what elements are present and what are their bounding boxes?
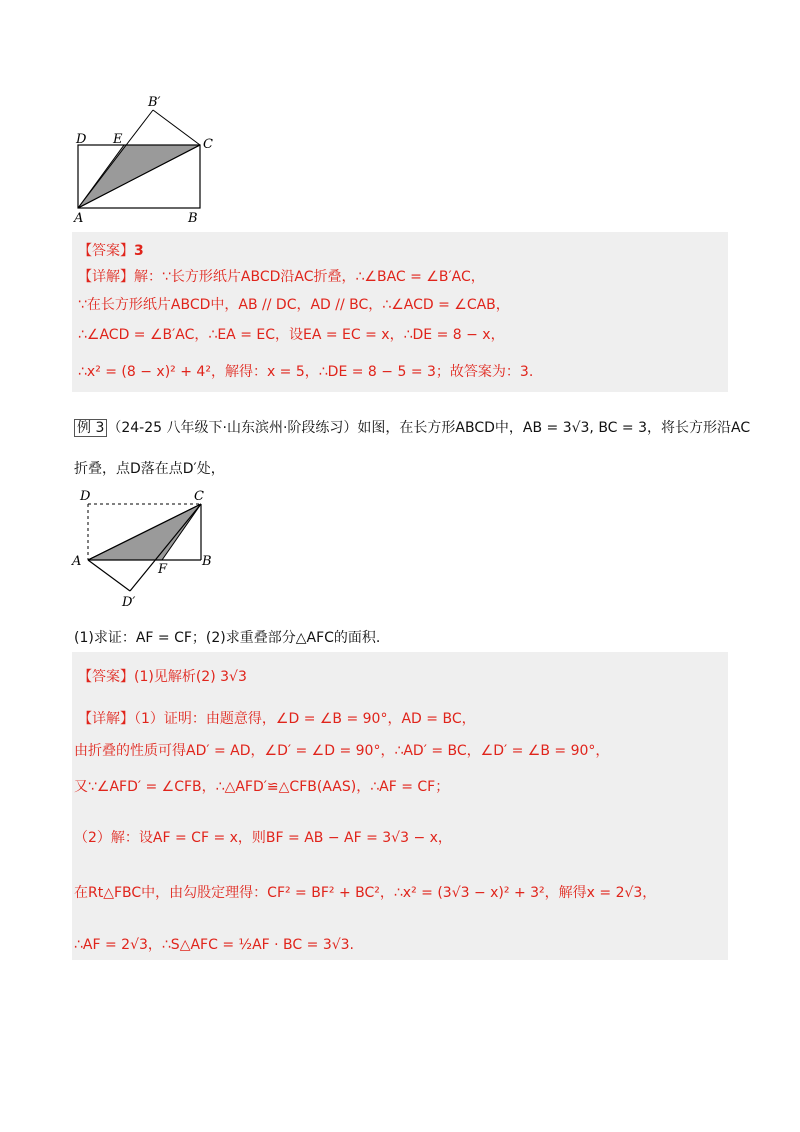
segment-b-prime-c	[153, 110, 200, 145]
figure-fold-rectangle-2	[66, 484, 226, 614]
detail-2-line-2: 由折叠的性质可得AD′ = AD，∠D′ = ∠D = 90°，∴AD′ = BC，∠D′ = ∠B = 90°，	[74, 743, 610, 759]
label-f: F	[158, 562, 168, 577]
detail-2-line-4: （2）解：设AF = CF = x，则BF = AB − AF = 3√3 − x，	[74, 830, 452, 846]
detail-tag: 【详解】	[78, 711, 134, 727]
answer-value: (1)见解析(2) 3√3	[134, 669, 247, 685]
label-c: C	[194, 489, 204, 504]
example-3-line-2: 折叠，点D落在点D′处，	[74, 461, 225, 477]
segment-ad-prime	[88, 560, 130, 591]
answer-1	[78, 240, 144, 260]
detail-1-line-2: ∵在长方形纸片ABCD中，AB // DC，AD // BC，∴∠ACD = ∠CAB，	[78, 297, 510, 313]
label-b: B	[188, 211, 198, 226]
label-b-prime: B′	[148, 95, 161, 110]
example-text: （24-25 八年级下·山东滨州·阶段练习）如图，在长方形ABCD中，AB = 3√3, BC = 3，将长方形沿AC	[107, 420, 751, 436]
label-a: A	[72, 554, 82, 569]
example-3-line-1	[74, 417, 750, 437]
detail-2-line-1	[78, 708, 476, 728]
detail-2-line-3: 又∵∠AFD′ = ∠CFB，∴△AFD′≌△CFB(AAS)，∴AF = CF；	[74, 779, 450, 795]
detail-text: 解：∵长方形纸片ABCD沿AC折叠，∴∠BAC = ∠B′AC，	[134, 269, 485, 285]
question-text: (1)求证：AF = CF；(2)求重叠部分△AFC的面积.	[74, 630, 381, 646]
label-d: D	[80, 489, 91, 504]
figure-fold-rectangle-1	[60, 90, 230, 230]
detail-2-line-5: 在Rt△FBC中，由勾股定理得：CF² = BF² + BC²，∴x² = (3√3 − x)² + 3²，解得x = 2√3，	[74, 885, 657, 901]
example-tag: 例 3	[74, 419, 107, 437]
label-d-prime: D′	[122, 595, 136, 610]
label-e: E	[113, 132, 123, 147]
answer-tag: 【答案】	[78, 669, 134, 685]
detail-1-line-4: ∴x² = (8 − x)² + 4²，解得：x = 5，∴DE = 8 − 5 = 3；故答案为：3.	[78, 364, 534, 380]
answer-tag: 【答案】	[78, 243, 134, 259]
detail-2-line-6: ∴AF = 2√3，∴S△AFC = ½AF · BC = 3√3.	[74, 937, 354, 953]
label-b: B	[202, 554, 212, 569]
label-c: C	[203, 137, 213, 152]
detail-tag: 【详解】	[78, 269, 134, 285]
detail-1-line-1	[78, 266, 485, 286]
solution-block-2	[72, 652, 728, 960]
label-d: D	[76, 132, 87, 147]
detail-text: （1）证明：由题意得，∠D = ∠B = 90°，AD = BC，	[134, 711, 476, 727]
answer-value: 3	[134, 243, 144, 259]
label-a: A	[74, 211, 84, 226]
detail-1-line-3: ∴∠ACD = ∠B′AC，∴EA = EC，设EA = EC = x，∴DE = 8 − x，	[78, 327, 505, 343]
answer-2	[78, 666, 247, 686]
